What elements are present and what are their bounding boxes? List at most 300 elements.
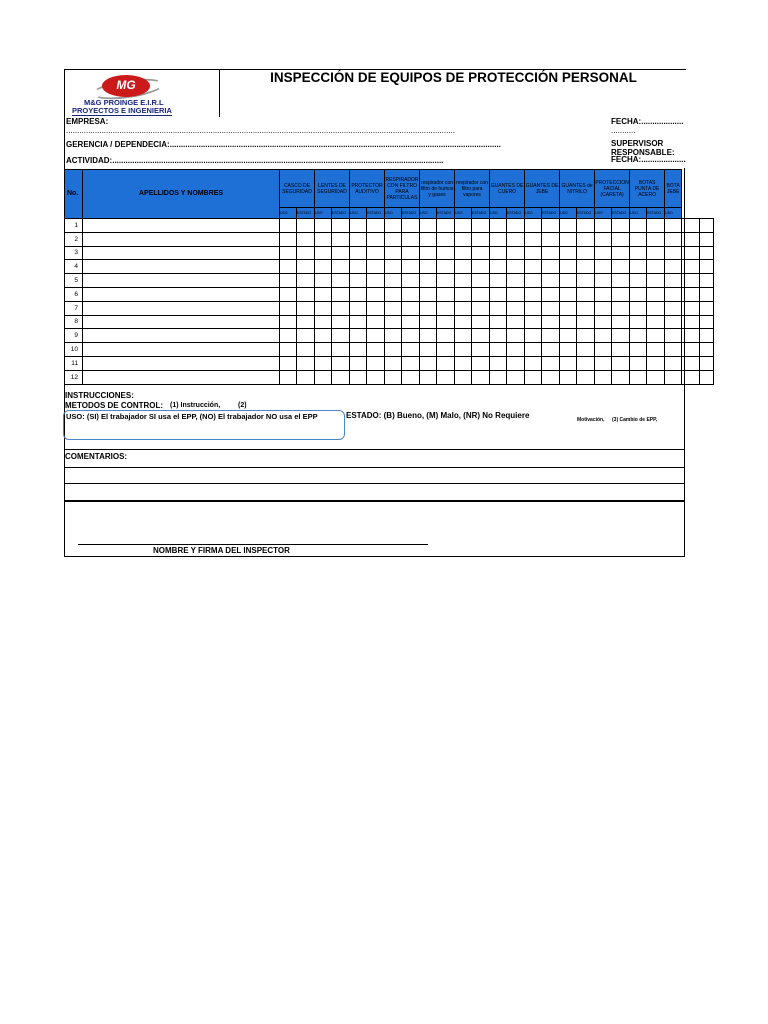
check-cell[interactable] xyxy=(402,274,420,288)
check-cell[interactable] xyxy=(315,246,332,260)
name-cell[interactable] xyxy=(83,232,280,246)
check-cell[interactable] xyxy=(542,287,560,301)
check-cell[interactable] xyxy=(420,329,437,343)
check-cell[interactable] xyxy=(332,219,350,233)
check-cell[interactable] xyxy=(367,343,385,357)
check-cell[interactable] xyxy=(367,219,385,233)
check-cell[interactable] xyxy=(420,219,437,233)
check-cell[interactable] xyxy=(420,370,437,384)
check-cell[interactable] xyxy=(647,301,665,315)
check-cell[interactable] xyxy=(700,370,714,384)
check-cell[interactable] xyxy=(647,287,665,301)
check-cell[interactable] xyxy=(525,246,542,260)
check-cell[interactable] xyxy=(507,287,525,301)
check-cell[interactable] xyxy=(385,274,402,288)
check-cell[interactable] xyxy=(577,232,595,246)
check-cell[interactable] xyxy=(647,232,665,246)
check-cell[interactable] xyxy=(630,315,647,329)
check-cell[interactable] xyxy=(612,343,630,357)
check-cell[interactable] xyxy=(665,232,682,246)
name-cell[interactable] xyxy=(83,287,280,301)
check-cell[interactable] xyxy=(525,329,542,343)
check-cell[interactable] xyxy=(437,260,455,274)
check-cell[interactable] xyxy=(542,219,560,233)
check-cell[interactable] xyxy=(315,356,332,370)
check-cell[interactable] xyxy=(297,356,315,370)
check-cell[interactable] xyxy=(437,315,455,329)
check-cell[interactable] xyxy=(402,232,420,246)
check-cell[interactable] xyxy=(700,356,714,370)
check-cell[interactable] xyxy=(507,274,525,288)
check-cell[interactable] xyxy=(385,232,402,246)
check-cell[interactable] xyxy=(595,315,612,329)
check-cell[interactable] xyxy=(630,260,647,274)
check-cell[interactable] xyxy=(455,329,472,343)
check-cell[interactable] xyxy=(595,287,612,301)
check-cell[interactable] xyxy=(525,370,542,384)
check-cell[interactable] xyxy=(297,329,315,343)
check-cell[interactable] xyxy=(700,287,714,301)
check-cell[interactable] xyxy=(350,260,367,274)
check-cell[interactable] xyxy=(700,315,714,329)
check-cell[interactable] xyxy=(402,246,420,260)
empresa-line[interactable]: ............................................................................................................................................................................... xyxy=(66,126,455,135)
check-cell[interactable] xyxy=(665,315,682,329)
check-cell[interactable] xyxy=(455,343,472,357)
check-cell[interactable] xyxy=(385,260,402,274)
check-cell[interactable] xyxy=(560,246,577,260)
check-cell[interactable] xyxy=(507,219,525,233)
check-cell[interactable] xyxy=(402,219,420,233)
check-cell[interactable] xyxy=(385,246,402,260)
check-cell[interactable] xyxy=(472,260,490,274)
check-cell[interactable] xyxy=(420,301,437,315)
check-cell[interactable] xyxy=(455,260,472,274)
name-cell[interactable] xyxy=(83,315,280,329)
check-cell[interactable] xyxy=(315,329,332,343)
check-cell[interactable] xyxy=(420,232,437,246)
check-cell[interactable] xyxy=(525,343,542,357)
check-cell[interactable] xyxy=(332,260,350,274)
check-cell[interactable] xyxy=(385,343,402,357)
check-cell[interactable] xyxy=(665,287,682,301)
check-cell[interactable] xyxy=(280,301,297,315)
check-cell[interactable] xyxy=(367,315,385,329)
check-cell[interactable] xyxy=(350,370,367,384)
check-cell[interactable] xyxy=(560,370,577,384)
check-cell[interactable] xyxy=(455,315,472,329)
check-cell[interactable] xyxy=(525,260,542,274)
check-cell[interactable] xyxy=(297,315,315,329)
check-cell[interactable] xyxy=(525,219,542,233)
check-cell[interactable] xyxy=(612,219,630,233)
check-cell[interactable] xyxy=(472,246,490,260)
check-cell[interactable] xyxy=(315,370,332,384)
check-cell[interactable] xyxy=(612,260,630,274)
check-cell[interactable] xyxy=(472,232,490,246)
check-cell[interactable] xyxy=(315,301,332,315)
check-cell[interactable] xyxy=(472,329,490,343)
check-cell[interactable] xyxy=(595,246,612,260)
check-cell[interactable] xyxy=(350,274,367,288)
check-cell[interactable] xyxy=(332,274,350,288)
check-cell[interactable] xyxy=(490,274,507,288)
check-cell[interactable] xyxy=(402,315,420,329)
check-cell[interactable] xyxy=(332,343,350,357)
name-cell[interactable] xyxy=(83,343,280,357)
check-cell[interactable] xyxy=(297,246,315,260)
check-cell[interactable] xyxy=(700,274,714,288)
check-cell[interactable] xyxy=(647,370,665,384)
check-cell[interactable] xyxy=(507,260,525,274)
check-cell[interactable] xyxy=(437,232,455,246)
check-cell[interactable] xyxy=(297,370,315,384)
check-cell[interactable] xyxy=(665,329,682,343)
check-cell[interactable] xyxy=(507,343,525,357)
check-cell[interactable] xyxy=(490,232,507,246)
check-cell[interactable] xyxy=(402,287,420,301)
comments-line-1[interactable] xyxy=(64,467,685,468)
check-cell[interactable] xyxy=(350,219,367,233)
check-cell[interactable] xyxy=(490,343,507,357)
check-cell[interactable] xyxy=(350,356,367,370)
check-cell[interactable] xyxy=(595,343,612,357)
check-cell[interactable] xyxy=(630,370,647,384)
check-cell[interactable] xyxy=(350,246,367,260)
check-cell[interactable] xyxy=(595,370,612,384)
check-cell[interactable] xyxy=(280,370,297,384)
check-cell[interactable] xyxy=(385,219,402,233)
check-cell[interactable] xyxy=(455,287,472,301)
fecha-field[interactable]: FECHA:................... xyxy=(611,117,684,126)
check-cell[interactable] xyxy=(507,246,525,260)
check-cell[interactable] xyxy=(437,343,455,357)
check-cell[interactable] xyxy=(525,356,542,370)
check-cell[interactable] xyxy=(280,260,297,274)
check-cell[interactable] xyxy=(280,219,297,233)
check-cell[interactable] xyxy=(525,287,542,301)
check-cell[interactable] xyxy=(490,260,507,274)
check-cell[interactable] xyxy=(385,356,402,370)
check-cell[interactable] xyxy=(385,315,402,329)
check-cell[interactable] xyxy=(402,329,420,343)
check-cell[interactable] xyxy=(490,219,507,233)
check-cell[interactable] xyxy=(297,343,315,357)
check-cell[interactable] xyxy=(350,315,367,329)
check-cell[interactable] xyxy=(630,246,647,260)
check-cell[interactable] xyxy=(560,315,577,329)
check-cell[interactable] xyxy=(542,315,560,329)
check-cell[interactable] xyxy=(577,356,595,370)
check-cell[interactable] xyxy=(507,315,525,329)
check-cell[interactable] xyxy=(542,356,560,370)
check-cell[interactable] xyxy=(577,315,595,329)
check-cell[interactable] xyxy=(402,343,420,357)
check-cell[interactable] xyxy=(367,370,385,384)
check-cell[interactable] xyxy=(385,301,402,315)
check-cell[interactable] xyxy=(700,343,714,357)
check-cell[interactable] xyxy=(542,343,560,357)
check-cell[interactable] xyxy=(472,315,490,329)
check-cell[interactable] xyxy=(297,287,315,301)
check-cell[interactable] xyxy=(490,370,507,384)
check-cell[interactable] xyxy=(612,329,630,343)
check-cell[interactable] xyxy=(350,329,367,343)
check-cell[interactable] xyxy=(280,329,297,343)
check-cell[interactable] xyxy=(577,260,595,274)
check-cell[interactable] xyxy=(420,356,437,370)
check-cell[interactable] xyxy=(612,301,630,315)
check-cell[interactable] xyxy=(332,232,350,246)
name-cell[interactable] xyxy=(83,329,280,343)
signature-line[interactable] xyxy=(78,544,428,545)
check-cell[interactable] xyxy=(665,260,682,274)
fecha2-field[interactable]: FECHA:.................... xyxy=(611,155,686,164)
check-cell[interactable] xyxy=(612,246,630,260)
check-cell[interactable] xyxy=(560,329,577,343)
check-cell[interactable] xyxy=(437,246,455,260)
check-cell[interactable] xyxy=(507,370,525,384)
check-cell[interactable] xyxy=(280,315,297,329)
check-cell[interactable] xyxy=(350,232,367,246)
check-cell[interactable] xyxy=(630,232,647,246)
check-cell[interactable] xyxy=(385,287,402,301)
check-cell[interactable] xyxy=(455,274,472,288)
check-cell[interactable] xyxy=(577,329,595,343)
check-cell[interactable] xyxy=(665,219,682,233)
name-cell[interactable] xyxy=(83,246,280,260)
check-cell[interactable] xyxy=(315,219,332,233)
check-cell[interactable] xyxy=(437,356,455,370)
name-cell[interactable] xyxy=(83,301,280,315)
check-cell[interactable] xyxy=(612,370,630,384)
check-cell[interactable] xyxy=(630,343,647,357)
check-cell[interactable] xyxy=(350,301,367,315)
check-cell[interactable] xyxy=(507,356,525,370)
check-cell[interactable] xyxy=(630,356,647,370)
check-cell[interactable] xyxy=(560,274,577,288)
check-cell[interactable] xyxy=(647,260,665,274)
check-cell[interactable] xyxy=(647,246,665,260)
check-cell[interactable] xyxy=(280,274,297,288)
check-cell[interactable] xyxy=(367,287,385,301)
check-cell[interactable] xyxy=(630,287,647,301)
check-cell[interactable] xyxy=(507,232,525,246)
check-cell[interactable] xyxy=(472,370,490,384)
check-cell[interactable] xyxy=(315,260,332,274)
check-cell[interactable] xyxy=(542,274,560,288)
check-cell[interactable] xyxy=(577,343,595,357)
check-cell[interactable] xyxy=(437,287,455,301)
check-cell[interactable] xyxy=(595,232,612,246)
check-cell[interactable] xyxy=(542,246,560,260)
check-cell[interactable] xyxy=(350,287,367,301)
check-cell[interactable] xyxy=(420,246,437,260)
check-cell[interactable] xyxy=(700,232,714,246)
check-cell[interactable] xyxy=(332,246,350,260)
check-cell[interactable] xyxy=(472,343,490,357)
check-cell[interactable] xyxy=(367,329,385,343)
check-cell[interactable] xyxy=(420,343,437,357)
name-cell[interactable] xyxy=(83,274,280,288)
check-cell[interactable] xyxy=(700,260,714,274)
check-cell[interactable] xyxy=(367,260,385,274)
check-cell[interactable] xyxy=(630,219,647,233)
check-cell[interactable] xyxy=(437,370,455,384)
check-cell[interactable] xyxy=(315,343,332,357)
check-cell[interactable] xyxy=(455,356,472,370)
check-cell[interactable] xyxy=(647,219,665,233)
check-cell[interactable] xyxy=(595,356,612,370)
check-cell[interactable] xyxy=(472,301,490,315)
check-cell[interactable] xyxy=(700,219,714,233)
check-cell[interactable] xyxy=(420,287,437,301)
check-cell[interactable] xyxy=(595,274,612,288)
check-cell[interactable] xyxy=(612,274,630,288)
check-cell[interactable] xyxy=(612,287,630,301)
check-cell[interactable] xyxy=(647,356,665,370)
check-cell[interactable] xyxy=(647,274,665,288)
check-cell[interactable] xyxy=(402,260,420,274)
check-cell[interactable] xyxy=(472,356,490,370)
gerencia-field[interactable]: GERENCIA / DEPENDECIA:..................................................................................................................................................... xyxy=(66,140,501,149)
name-cell[interactable] xyxy=(83,356,280,370)
check-cell[interactable] xyxy=(455,301,472,315)
check-cell[interactable] xyxy=(385,329,402,343)
check-cell[interactable] xyxy=(280,246,297,260)
check-cell[interactable] xyxy=(665,246,682,260)
check-cell[interactable] xyxy=(700,301,714,315)
check-cell[interactable] xyxy=(560,232,577,246)
check-cell[interactable] xyxy=(560,301,577,315)
check-cell[interactable] xyxy=(490,287,507,301)
check-cell[interactable] xyxy=(455,219,472,233)
check-cell[interactable] xyxy=(647,343,665,357)
check-cell[interactable] xyxy=(577,274,595,288)
check-cell[interactable] xyxy=(367,301,385,315)
check-cell[interactable] xyxy=(472,274,490,288)
check-cell[interactable] xyxy=(560,260,577,274)
check-cell[interactable] xyxy=(437,329,455,343)
check-cell[interactable] xyxy=(402,356,420,370)
check-cell[interactable] xyxy=(542,301,560,315)
name-cell[interactable] xyxy=(83,260,280,274)
check-cell[interactable] xyxy=(560,219,577,233)
check-cell[interactable] xyxy=(665,356,682,370)
check-cell[interactable] xyxy=(542,232,560,246)
check-cell[interactable] xyxy=(420,315,437,329)
check-cell[interactable] xyxy=(560,343,577,357)
check-cell[interactable] xyxy=(612,356,630,370)
name-cell[interactable] xyxy=(83,219,280,233)
name-cell[interactable] xyxy=(83,370,280,384)
check-cell[interactable] xyxy=(525,232,542,246)
check-cell[interactable] xyxy=(630,274,647,288)
check-cell[interactable] xyxy=(332,315,350,329)
check-cell[interactable] xyxy=(665,274,682,288)
check-cell[interactable] xyxy=(402,301,420,315)
check-cell[interactable] xyxy=(630,301,647,315)
check-cell[interactable] xyxy=(647,329,665,343)
check-cell[interactable] xyxy=(437,219,455,233)
check-cell[interactable] xyxy=(437,301,455,315)
check-cell[interactable] xyxy=(367,274,385,288)
check-cell[interactable] xyxy=(297,274,315,288)
check-cell[interactable] xyxy=(577,287,595,301)
check-cell[interactable] xyxy=(297,260,315,274)
check-cell[interactable] xyxy=(437,274,455,288)
check-cell[interactable] xyxy=(280,356,297,370)
check-cell[interactable] xyxy=(507,329,525,343)
check-cell[interactable] xyxy=(577,370,595,384)
check-cell[interactable] xyxy=(350,343,367,357)
check-cell[interactable] xyxy=(490,356,507,370)
check-cell[interactable] xyxy=(455,232,472,246)
check-cell[interactable] xyxy=(332,329,350,343)
check-cell[interactable] xyxy=(525,315,542,329)
check-cell[interactable] xyxy=(280,232,297,246)
check-cell[interactable] xyxy=(420,260,437,274)
check-cell[interactable] xyxy=(297,301,315,315)
check-cell[interactable] xyxy=(280,287,297,301)
check-cell[interactable] xyxy=(455,246,472,260)
check-cell[interactable] xyxy=(665,370,682,384)
check-cell[interactable] xyxy=(490,329,507,343)
check-cell[interactable] xyxy=(332,287,350,301)
check-cell[interactable] xyxy=(612,315,630,329)
check-cell[interactable] xyxy=(560,287,577,301)
check-cell[interactable] xyxy=(665,343,682,357)
check-cell[interactable] xyxy=(297,232,315,246)
check-cell[interactable] xyxy=(490,301,507,315)
check-cell[interactable] xyxy=(332,370,350,384)
check-cell[interactable] xyxy=(420,274,437,288)
check-cell[interactable] xyxy=(297,219,315,233)
check-cell[interactable] xyxy=(315,315,332,329)
check-cell[interactable] xyxy=(542,260,560,274)
check-cell[interactable] xyxy=(577,219,595,233)
check-cell[interactable] xyxy=(577,301,595,315)
actividad-field[interactable]: ACTIVIDAD:..................................................................................................................................................... xyxy=(66,156,444,165)
check-cell[interactable] xyxy=(560,356,577,370)
comments-line-2[interactable] xyxy=(64,483,685,484)
check-cell[interactable] xyxy=(472,219,490,233)
check-cell[interactable] xyxy=(367,356,385,370)
check-cell[interactable] xyxy=(595,219,612,233)
check-cell[interactable] xyxy=(455,370,472,384)
check-cell[interactable] xyxy=(367,246,385,260)
check-cell[interactable] xyxy=(595,301,612,315)
check-cell[interactable] xyxy=(630,329,647,343)
check-cell[interactable] xyxy=(542,370,560,384)
check-cell[interactable] xyxy=(595,260,612,274)
check-cell[interactable] xyxy=(472,287,490,301)
check-cell[interactable] xyxy=(385,370,402,384)
check-cell[interactable] xyxy=(507,301,525,315)
check-cell[interactable] xyxy=(490,315,507,329)
check-cell[interactable] xyxy=(490,246,507,260)
check-cell[interactable] xyxy=(367,232,385,246)
check-cell[interactable] xyxy=(525,301,542,315)
check-cell[interactable] xyxy=(315,232,332,246)
check-cell[interactable] xyxy=(315,287,332,301)
check-cell[interactable] xyxy=(700,246,714,260)
check-cell[interactable] xyxy=(280,343,297,357)
check-cell[interactable] xyxy=(647,315,665,329)
check-cell[interactable] xyxy=(700,329,714,343)
check-cell[interactable] xyxy=(665,301,682,315)
check-cell[interactable] xyxy=(542,329,560,343)
